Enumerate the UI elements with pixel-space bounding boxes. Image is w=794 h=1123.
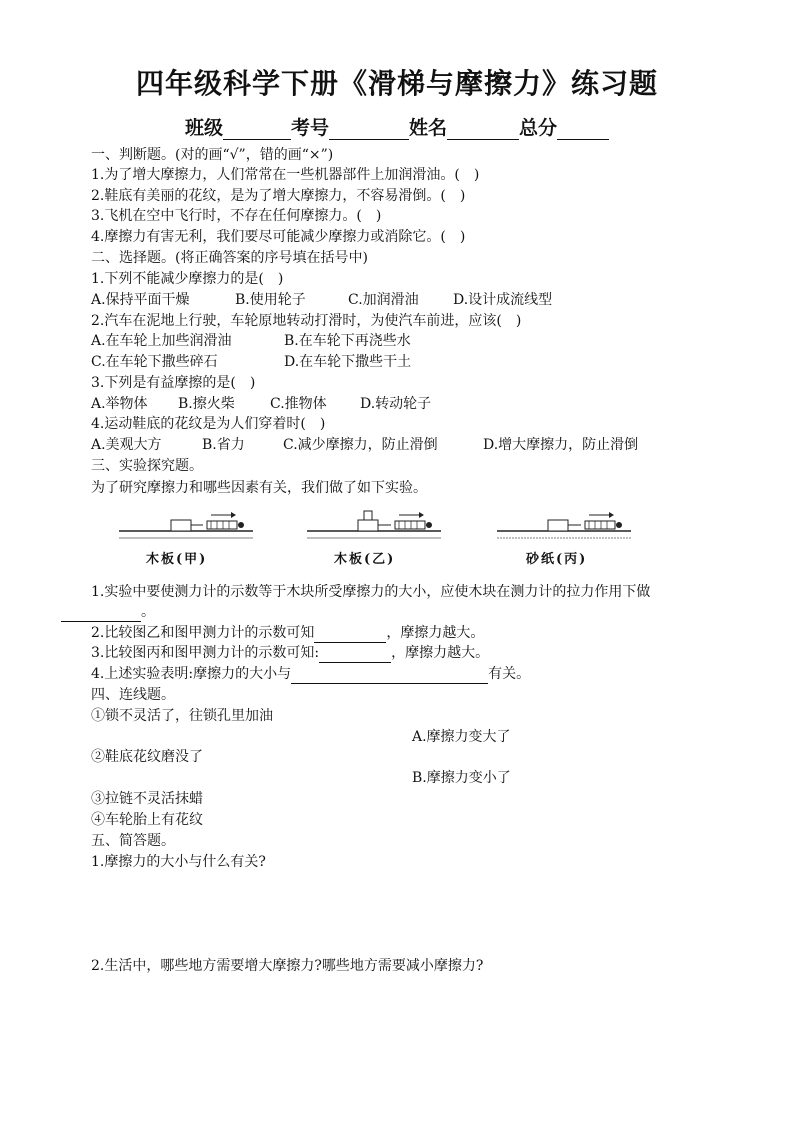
match-right-b[interactable]: B.摩擦力变小了 [412,770,511,786]
option[interactable]: C.减少摩擦力，防止滑倒 [283,437,438,453]
s2-question-1: 1.下列不能减少摩擦力的是( ) [91,271,284,287]
section1-heading: 一、判断题。(对的画“√”，错的画“×”) [91,147,334,163]
option[interactable]: C.推物体 [270,396,327,412]
answer-blank[interactable] [314,624,386,643]
experiment-figure [115,505,635,583]
match-left-2[interactable]: ②鞋底花纹磨没了 [91,749,203,765]
match-left-1[interactable]: ①锁不灵活了，往锁孔里加油 [91,708,273,724]
score-label: 总分 [519,117,558,139]
s2-q2-options-row2 [91,352,411,372]
option[interactable]: A.在车轮上加些润滑油 [91,333,232,349]
section5-heading: 五、简答题。 [91,833,175,849]
student-info-line [0,113,794,140]
section3-heading: 三、实验探究题。 [91,458,203,474]
number-label: 考号 [290,117,329,139]
section4-heading: 四、连线题。 [91,687,175,703]
s3-question-1: 1.实验中要使测力计的示数等于木块所受摩擦力的大小，应使木块在测力计的拉力作用下做 [91,584,651,600]
figure-caption-b: 木板(乙) [334,552,396,567]
option[interactable]: D.增大摩擦力，防止滑倒 [483,437,639,453]
s3-question-2: 2.比较图乙和图甲测力计的示数可知 ，摩擦力越大。 [91,625,485,641]
s3-intro: 为了研究摩擦力和哪些因素有关，我们做了如下实验。 [91,480,427,496]
s3-question-3: 3.比较图丙和图甲测力计的示数可知: ，摩擦力越大。 [91,645,490,661]
name-blank[interactable] [447,121,519,140]
s2-question-3: 3.下列是有益摩擦的是( ) [91,375,256,391]
option[interactable]: B.使用轮子 [235,292,306,308]
option[interactable]: C.在车轮下撒些碎石 [91,354,218,370]
s2-question-2: 2.汽车在泥地上行驶，车轮原地转动打滑时，为使汽车前进，应该( ) [91,313,522,329]
experiment-sandpaper-c [497,512,631,538]
answer-blank[interactable] [291,665,488,684]
s2-q4-options [91,435,638,455]
name-label: 姓名 [409,117,448,139]
option[interactable]: D.在车轮下撒些干土 [284,354,412,370]
score-blank[interactable] [557,121,609,140]
option[interactable]: A.美观大方 [91,437,162,453]
class-label: 班级 [184,117,223,139]
page-title: 四年级科学下册《滑梯与摩擦力》练习题 [135,67,658,100]
match-left-3[interactable]: ③拉链不灵活抹蜡 [91,791,203,807]
option[interactable]: A.保持平面干燥 [91,292,190,308]
s1-question-2: 2.鞋底有美丽的花纹，是为了增大摩擦力，不容易滑倒。( ) [91,188,466,204]
option[interactable]: D.转动轮子 [360,396,432,412]
match-right-a[interactable]: A.摩擦力变大了 [412,729,511,745]
figure-caption-c: 砂纸(丙) [526,552,588,567]
s2-q2-options-row1 [91,331,411,351]
figure-caption-a: 木板(甲) [146,552,208,567]
experiment-wood-board-a [119,512,253,538]
s2-q3-options [91,394,431,414]
s3-question-1-cont: 。 [61,602,155,622]
s3-question-4: 4.上述实验表明:摩擦力的大小与 有关。 [91,666,531,682]
number-blank[interactable] [329,121,409,140]
s1-question-3: 3.飞机在空中飞行时，不存在任何摩擦力。( ) [91,208,382,224]
s2-q1-options [91,290,552,310]
option[interactable]: D.设计成流线型 [453,292,553,308]
s1-question-4: 4.摩擦力有害无利，我们要尽可能减少摩擦力或消除它。( ) [91,229,466,245]
s5-question-2: 2.生活中，哪些地方需要增大摩擦力?哪些地方需要减小摩擦力? [91,958,484,974]
class-blank[interactable] [223,121,291,140]
option[interactable]: B.省力 [202,437,245,453]
option[interactable]: C.加润滑油 [348,292,419,308]
answer-blank[interactable] [319,644,391,663]
s2-question-4: 4.运动鞋底的花纹是为人们穿着时( ) [91,416,326,432]
section2-heading: 二、选择题。(将正确答案的序号填在括号中) [91,250,368,266]
experiment-wood-board-b [307,511,441,538]
option[interactable]: B.擦火柴 [178,396,235,412]
answer-blank[interactable] [61,603,141,622]
match-left-4[interactable]: ④车轮胎上有花纹 [91,812,203,828]
option[interactable]: A.举物体 [91,396,148,412]
s5-question-1: 1.摩擦力的大小与什么有关? [91,854,266,870]
option[interactable]: B.在车轮下再浇些水 [284,333,411,349]
s1-question-1: 1.为了增大摩擦力，人们常常在一些机器部件上加润滑油。( ) [91,167,480,183]
